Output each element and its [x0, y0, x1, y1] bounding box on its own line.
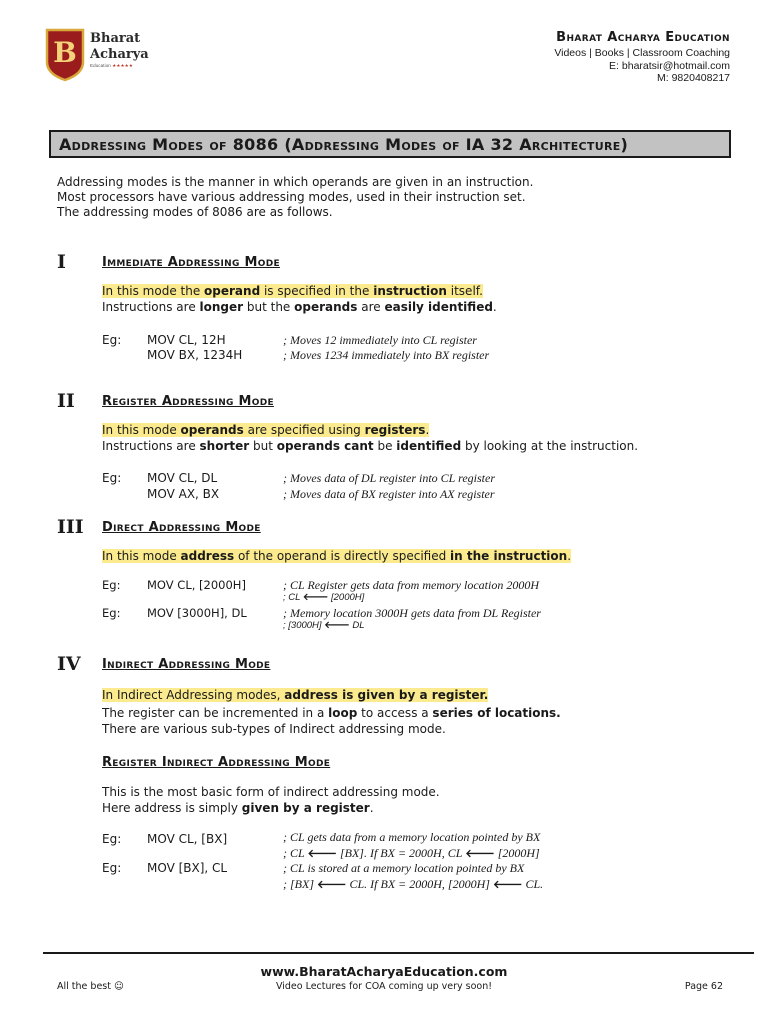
footer-divider [43, 952, 754, 954]
section-numeral: III [57, 516, 84, 538]
left-arrow-icon: 🡐 [324, 620, 350, 631]
example-instruction: MOV CL, [BX] [147, 832, 228, 846]
services-text: Videos | Books | Classroom Coaching [554, 47, 730, 59]
section-numeral: II [57, 390, 75, 412]
example-instruction: MOV [BX], CL [147, 861, 228, 875]
example-comment: ; Moves data of DL register into CL register [283, 471, 496, 485]
page-number: Page 62 [684, 981, 723, 992]
footer-tagline: Video Lectures for COA coming up very soon! [275, 981, 493, 992]
intro-line: Most processors have various addressing modes, used in their instruction set. [57, 190, 526, 204]
left-arrow-icon: 🡐 [317, 878, 347, 891]
svg-text:B: B [53, 36, 77, 69]
section-heading: Register Addressing Mode [102, 394, 274, 409]
example-comment: ; Memory location 3000H gets data from DL Register [283, 606, 541, 620]
example-comment: ; Moves data of BX register into AX register [283, 487, 495, 501]
left-arrow-icon: 🡐 [492, 878, 523, 891]
section-line: There are various sub-types of Indirect addressing mode. [102, 722, 446, 736]
example-label: Eg: [102, 333, 122, 347]
section-numeral: I [57, 251, 66, 273]
section-line: Here address is simply given by a register. [102, 801, 374, 815]
section-line: In this mode the operand is specified in the instruction itself. [102, 284, 483, 298]
section-heading: Immediate Addressing Mode [102, 255, 280, 270]
section-line: The register can be incremented in a loop to access a series of locations. [102, 706, 561, 720]
email-text: E: bharatsir@hotmail.com [609, 59, 730, 72]
example-instruction: MOV AX, BX [147, 487, 220, 501]
section-heading: Indirect Addressing Mode [102, 657, 271, 672]
example-comment: ; CL is stored at a memory location pointed by BX [283, 861, 525, 875]
example-instruction: MOV [3000H], DL [147, 606, 247, 620]
section-line: In Indirect Addressing modes, address is given by a register. [102, 688, 489, 702]
example-comment: ; CL Register gets data from memory location 2000H [283, 578, 539, 592]
intro-line: The addressing modes of 8086 are as follows. [57, 205, 333, 219]
section-line: Instructions are longer but the operands are easily identified. [102, 300, 497, 314]
page-title: Addressing Modes of 8086 (Addressing Modes of IA 32 Architecture) [59, 135, 629, 154]
example-instruction: MOV CL, DL [147, 471, 218, 485]
section-line: In this mode address of the operand is directly specified in the instruction. [102, 549, 572, 563]
logo-shield-icon [45, 28, 85, 82]
example-label: Eg: [102, 578, 121, 592]
section-numeral: IV [57, 653, 81, 675]
example-instruction: MOV CL, [2000H] [147, 578, 246, 592]
intro-line: Addressing modes is the manner in which operands are given in an instruction. [57, 175, 534, 189]
mobile-text: M: 9820408217 [657, 72, 730, 84]
example-subcomment: ; [BX] 🡐 CL. If BX = 2000H, [2000H] 🡐 CL. [283, 877, 544, 891]
example-label: Eg: [102, 861, 122, 875]
example-subcomment: ; CL 🡐 [BX]. If BX = 2000H, CL 🡐 [2000H] [283, 846, 540, 860]
footer-url: www.BharatAcharyaEducation.com [260, 964, 508, 979]
footer-left-text: All the best ☺ [57, 981, 124, 992]
example-subcomment: ; CL 🡐 [2000H] [283, 592, 365, 603]
example-instruction: MOV CL, 12H [147, 333, 226, 347]
contact-block [554, 30, 730, 85]
page-title-box [49, 130, 731, 158]
example-comment: ; Moves 1234 immediately into BX register [283, 348, 490, 362]
section-line: In this mode operands are specified using registers. [102, 423, 430, 437]
org-name: Bharat Acharya Education [556, 30, 730, 45]
section-line: This is the most basic form of indirect addressing mode. [102, 785, 440, 799]
example-label: Eg: [102, 832, 122, 846]
left-arrow-icon: 🡐 [302, 592, 329, 603]
left-arrow-icon: 🡐 [307, 847, 337, 860]
example-label: Eg: [102, 471, 122, 485]
example-label: Eg: [102, 606, 121, 620]
brand-name: Bharat Acharya Education ★★★★★ [90, 31, 149, 68]
subsection-heading: Register Indirect Addressing Mode [102, 755, 331, 770]
example-subcomment: ; [3000H] 🡐 DL [283, 620, 365, 631]
left-arrow-icon: 🡐 [465, 847, 495, 860]
example-comment: ; CL gets data from a memory location pointed by BX [283, 830, 541, 844]
example-comment: ; Moves 12 immediately into CL register [283, 333, 477, 347]
section-line: Instructions are shorter but operands cant be identified by looking at the instruction. [102, 439, 639, 453]
section-heading: Direct Addressing Mode [102, 520, 261, 535]
example-instruction: MOV BX, 1234H [147, 348, 243, 362]
